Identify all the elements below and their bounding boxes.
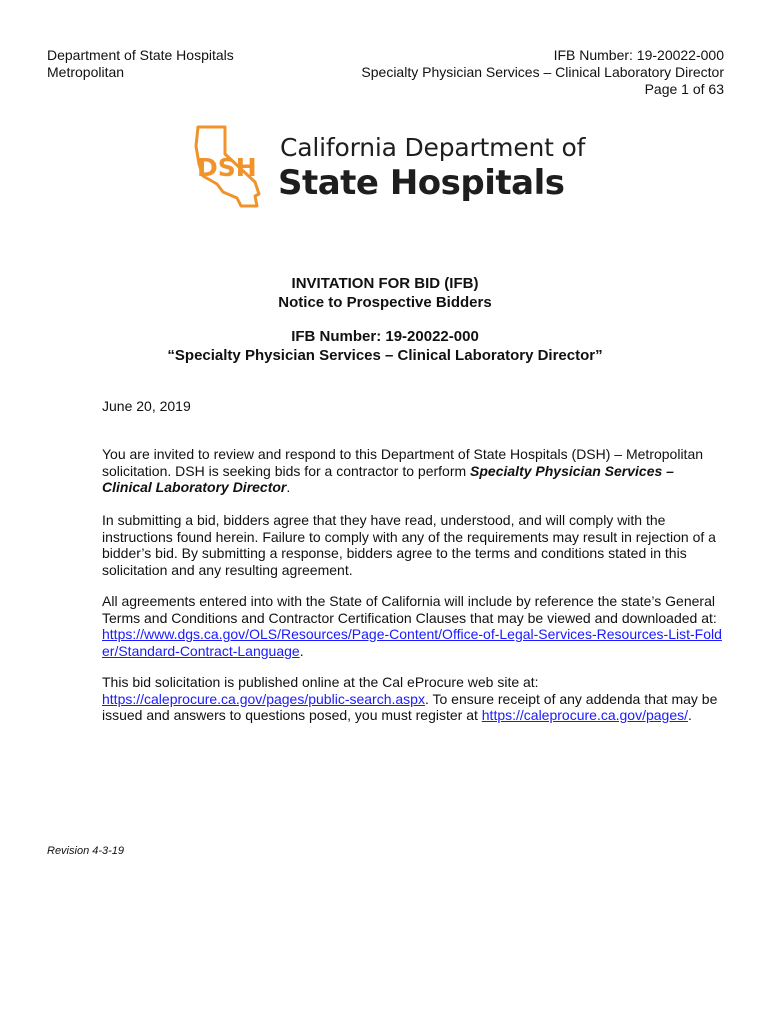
title-subheading bbox=[0, 327, 770, 365]
facility-name: Metropolitan bbox=[47, 64, 125, 80]
paragraph-agreement: In submitting a bid, bidders agree that they have read, understood, and will comply with the instructions found herein. Failure to comply with any of the requirements may result in rejection of a bidder’s bid. By submitting a response, bidders agree to the terms and conditions stated in this solicitation and any resulting agreement. bbox=[102, 512, 716, 578]
paragraph-end: . bbox=[299, 642, 304, 659]
paragraph-publication-text: This bid solicitation is published online at the Cal eProcure web site at: bbox=[102, 674, 539, 690]
ifb-number-header: IFB Number: 19-20022-000 bbox=[553, 47, 724, 63]
revision-note: Revision 4-3-19 bbox=[47, 845, 125, 857]
letter-date: June 20, 2019 bbox=[102, 398, 191, 414]
logo-hospitals-text: State Hospitals bbox=[278, 163, 565, 203]
department-name: Department of State Hospitals bbox=[47, 47, 234, 63]
california-map-logo-icon bbox=[193, 124, 268, 212]
header-left bbox=[47, 47, 234, 81]
paragraph-terms-text: All agreements entered into with the State of California will include by reference the state’s General Terms and Conditions and Contractor Certification Clauses that may be viewed and downloaded at: bbox=[102, 593, 717, 626]
public-search-link[interactable]: https://caleprocure.ca.gov/pages/public-search.aspx bbox=[102, 690, 425, 707]
header-right bbox=[361, 47, 724, 98]
paragraph-publication-middle: . To ensure receipt of any addenda that may be issued and answers to questions posed, you must register at bbox=[102, 690, 718, 723]
service-emphasis: Specialty Physician Services – Clinical Laboratory Director bbox=[102, 462, 674, 495]
paragraph-terms bbox=[102, 593, 722, 659]
page-number: Page 1 of 63 bbox=[644, 81, 724, 97]
title-service: “Specialty Physician Services – Clinical Laboratory Director” bbox=[167, 347, 603, 364]
paragraph-publication bbox=[102, 674, 722, 724]
title-ifb: INVITATION FOR BID (IFB) bbox=[291, 275, 479, 292]
dsh-logo-text: DSH bbox=[197, 153, 257, 182]
title-ifb-number: IFB Number: 19-20022-000 bbox=[291, 328, 479, 345]
paragraph-invitation bbox=[102, 446, 722, 496]
title-heading bbox=[0, 274, 770, 312]
service-title-header: Specialty Physician Services – Clinical Laboratory Director bbox=[361, 64, 724, 80]
paragraph-end: . bbox=[286, 479, 291, 495]
caleprocure-register-link[interactable]: https://caleprocure.ca.gov/pages/ bbox=[481, 707, 688, 723]
paragraph-end: . bbox=[688, 707, 692, 723]
logo-department-text: California Department of bbox=[280, 133, 586, 162]
paragraph-invitation-text: You are invited to review and respond to this Department of State Hospitals (DSH) – Metropolitan solicitation. DSH is seeking bids for a contractor to perform bbox=[102, 446, 704, 479]
title-notice: Notice to Prospective Bidders bbox=[278, 294, 492, 311]
contract-language-link[interactable]: https://www.dgs.ca.gov/OLS/Resources/Page-Content/Office-of-Legal-Services-Resources-List-Folder/Standard-Contract-Language bbox=[102, 626, 722, 659]
